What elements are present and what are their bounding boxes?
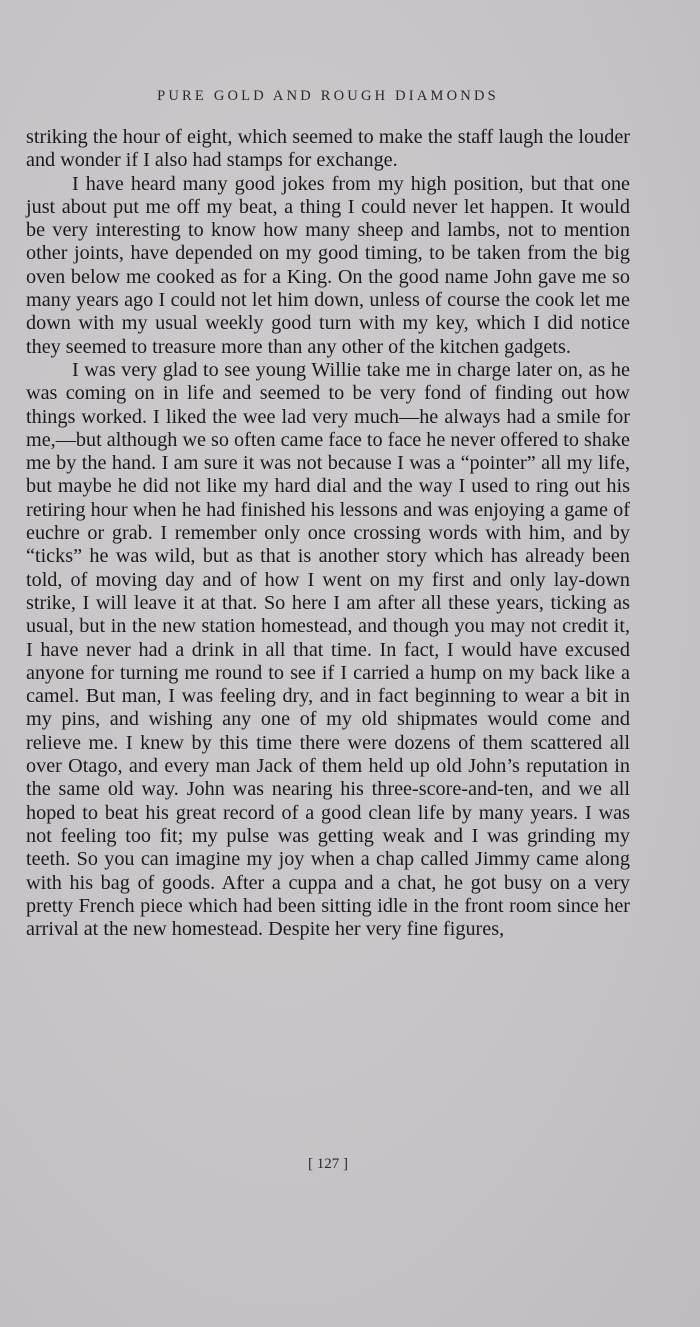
paragraph: I have heard many good jokes from my high position, but that one just about put me off my beat, a thing I could never let happen. It would be very interesting to know how many sheep and lambs, not to mention other joints, have depended on my good timing, to be taken from the big oven below me cooked as for a King. On the good name John gave me so many years ago I could not let him down, unless of course the cook let me down with my usual weekly good turn with my key, which I did notice they seemed to treasure more than any other of the kitchen gadgets. (26, 172, 630, 358)
page-number: [ 127 ] (308, 1156, 348, 1172)
paragraph: I was very glad to see young Willie take me in charge later on, as he was coming on in life and seemed to be very fond of finding out how things worked. I liked the wee lad very much—he always had a smile for me,—but although we so often came face to face he never offered to shake me by the hand. I am sure it was not because I was a “pointer” all my life, but maybe he did not like my hard dial and the way I used to ring out his retiring hour when he had finished his lessons and was enjoying a game of euchre or grab. I remember only once crossing words with him, and by “ticks” he was wild, but as that is another story which has already been told, of moving day and of how I went on my first and only lay-down strike, I will leave it at that. So here I am after all these years, ticking as usual, but in the new station homestead, and though you may not credit it, I have never had a drink in all that time. In fact, I would have excused anyone for turning me round to see if I carried a hump on my back like a camel. But man, I was feeling dry, and in fact beginning to wear a bit in my pins, and wishing any one of my old shipmates would come and relieve me. I knew by this time there were dozens of them scattered all over Otago, and every man Jack of them held up old John’s reputation in the same old way. John was nearing his three-score-and-ten, and we all hoped to beat his great record of a good clean life by many years. I was not feeling too fit; my pulse was getting weak and I was grinding my teeth. So you can imagine my joy when a chap called Jimmy came along with his bag of goods. After a cuppa and a chat, he got busy on a very pretty French piece which had been sitting idle in the front room since her arrival at the new homestead. Despite her very fine figures, (26, 358, 630, 941)
running-head: PURE GOLD AND ROUGH DIAMONDS (157, 88, 499, 104)
paragraph-continuation: striking the hour of eight, which seemed to make the staff laugh the louder and wonder if I also had stamps for exchange. (26, 126, 630, 172)
body-text (26, 126, 630, 941)
